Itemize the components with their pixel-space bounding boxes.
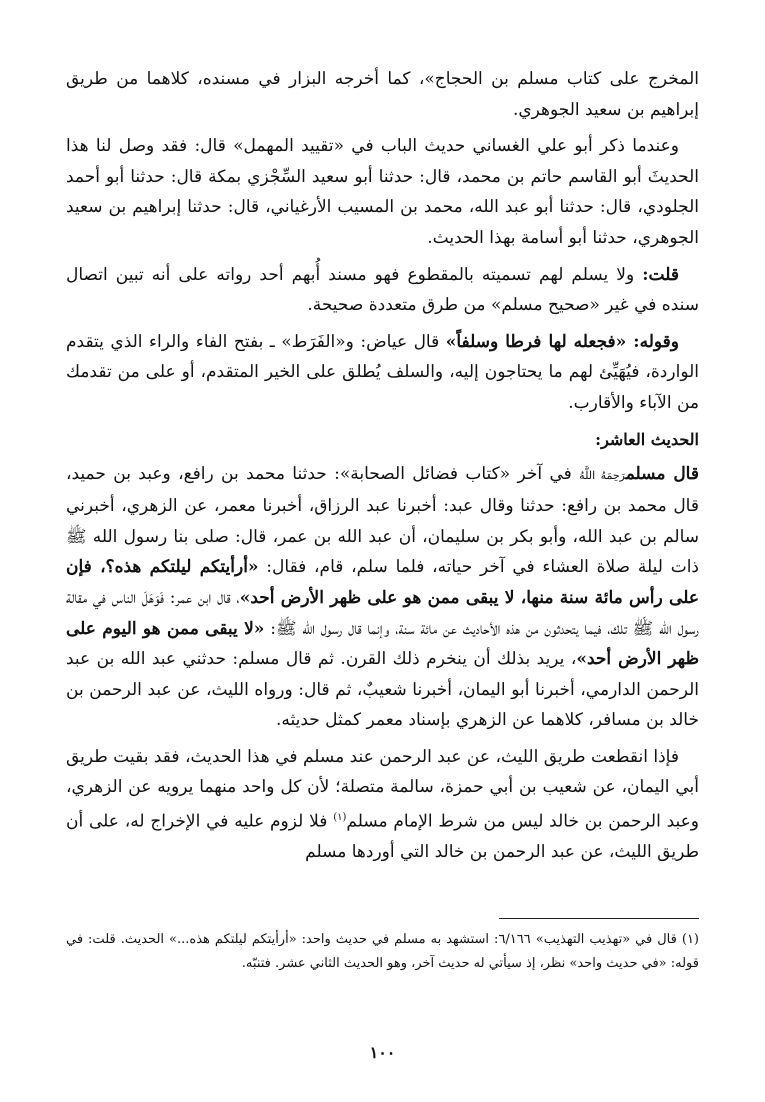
paragraph-5-lead: قال مسلم: [625, 463, 699, 484]
paragraph-6-text-rest: فلا لزوم عليه في الإخراج له، على أن طريق الليث، عن عبد الرحمن بن خالد التي أوردها مسلم: [66, 811, 699, 863]
paragraph-2-text: وعندما ذكر أبو علي الغساني حديث الباب في «تقييد المهمل» قال: فقد وصل لنا هذا الحديثَ أبو القاسم حاتم بن محمد، قال: حدثنا أبو سعيد السِّجْزي بمكة قال: حدثنا أبو أحمد الجلودي، قال: حدثنا أبو عبد الله، محمد بن المسيب الأرغياني، قال: حدثنا إبراهيم بن سعيد الجوهري، حدثنا أبو أسامة بهذا الحديث.: [66, 136, 699, 248]
hadith-quote-1: «أرأيتكم ليلتكم هذه؟، فإن على رأس مائة سنة منها، لا يبقى ممن هو على ظهر الأرض أحد»: [66, 557, 699, 608]
page-number: ١٠٠: [369, 1043, 396, 1062]
footnote-reference: (١): [333, 812, 347, 824]
paragraph-6-text: فإذا انقطعت طريق الليث، عن عبد الرحمن عند مسلم في هذا الحديث، فقد بقيت طريق أبي اليمان، عن شعيب بن أبي حمزة، سالمة متصلة؛ لأن كل واحد منهما يرويه عن الزهري، وعبد الرحمن بن خالد ليس من شرط الإمام مسلم: [66, 746, 699, 832]
honorific: رَحِمَهُ اللَّهُ: [579, 468, 626, 482]
paragraph-3-text: ولا يسلم لهم تسميته بالمقطوع فهو مسند أُبهم أحد رواته على أنه تبين اتصال سنده في غير «صحيح مسلم» من طرق متعددة صحيحة.: [66, 264, 699, 316]
hadith-quote-2: «لا يبقى ممن هو اليوم على ظهر الأرض أحد»: [66, 618, 699, 670]
paragraph-2: [66, 131, 699, 253]
paragraph-5-text-a: في آخر «كتاب فضائل الصحابة»: حدثنا محمد بن رافع، وعبد بن حميد، قال محمد بن رافع: حدثنا وقال عبد: أخبرنا عبد الرزاق، أخبرنا معمر، عن الزهري، أخبرني سالم بن عبد الله، وأبو بكر بن سليمان، أن عبد الله بن عمر، قال: صلى بنا رسول الله ﷺ ذات ليلة صلاة العشاء في آخر حياته، فلما سلم، قام، فقال:: [66, 463, 699, 578]
paragraph-1-text: المخرج على كتاب مسلم بن الحجاج»، كما أخرجه البزار في مسنده، كلاهما من طريق إبراهيم بن سعيد الجوهري.: [66, 69, 699, 120]
section-heading: الحديث العاشر:: [595, 429, 699, 449]
paragraph-6: [66, 742, 699, 868]
paragraph-5-text-c: ، يريد بذلك أن ينخرم ذلك القرن. ثم قال مسلم: حدثني عبد الله بن عبد الرحمن الدارمي، أخبرنا أبو اليمان، أخبرنا شعيبٌ، ثم قال: ورواه الليث، عن عبد الرحمن بن خالد بن مسافر، كلاهما عن الزهري بإسناد معمر كمثل حديثه.: [66, 649, 699, 731]
paragraph-5: [66, 459, 699, 736]
footnote: (١) قال في «تهذيب التهذيب» ٦/١٦٦: استشهد به مسلم في حديث واحد: «أرأيتكم ليلتكم هذه...» الحديث. قلت: في قوله: «في حديث واحد» نظر، إذ سيأتي له حديث آخر، وهو الحديث الثاني عشر. فتنبّه.: [66, 932, 699, 971]
paragraph-5-text-b: ، قال ابن عمر: فَوَهَلَ الناس في مقالة رسول الله ﷺ تلك، فيما يتحدثون من هذه الأحاديث عن مائة سنة، وإنما قال رسول الله ﷺ:: [66, 587, 700, 639]
paragraph-4-lead: وقوله: «فجعله لها فرطا وسلفاً»: [445, 331, 679, 352]
paragraph-3: [66, 260, 699, 321]
footnote-divider: [499, 918, 699, 919]
paragraph-4-text: قال عياض: و«الفَرَط» ـ بفتح الفاء والراء الذي يتقدم الواردة، فيُهَيِّئ لهم ما يحتاجون إليه، والسلف يُطلق على الخير المتقدم، أو على من تقدمك من الآباء والأقارب.: [66, 331, 699, 413]
paragraph-1: [66, 64, 699, 125]
paragraph-4: [66, 327, 699, 419]
paragraph-3-lead: قلت:: [642, 264, 679, 285]
